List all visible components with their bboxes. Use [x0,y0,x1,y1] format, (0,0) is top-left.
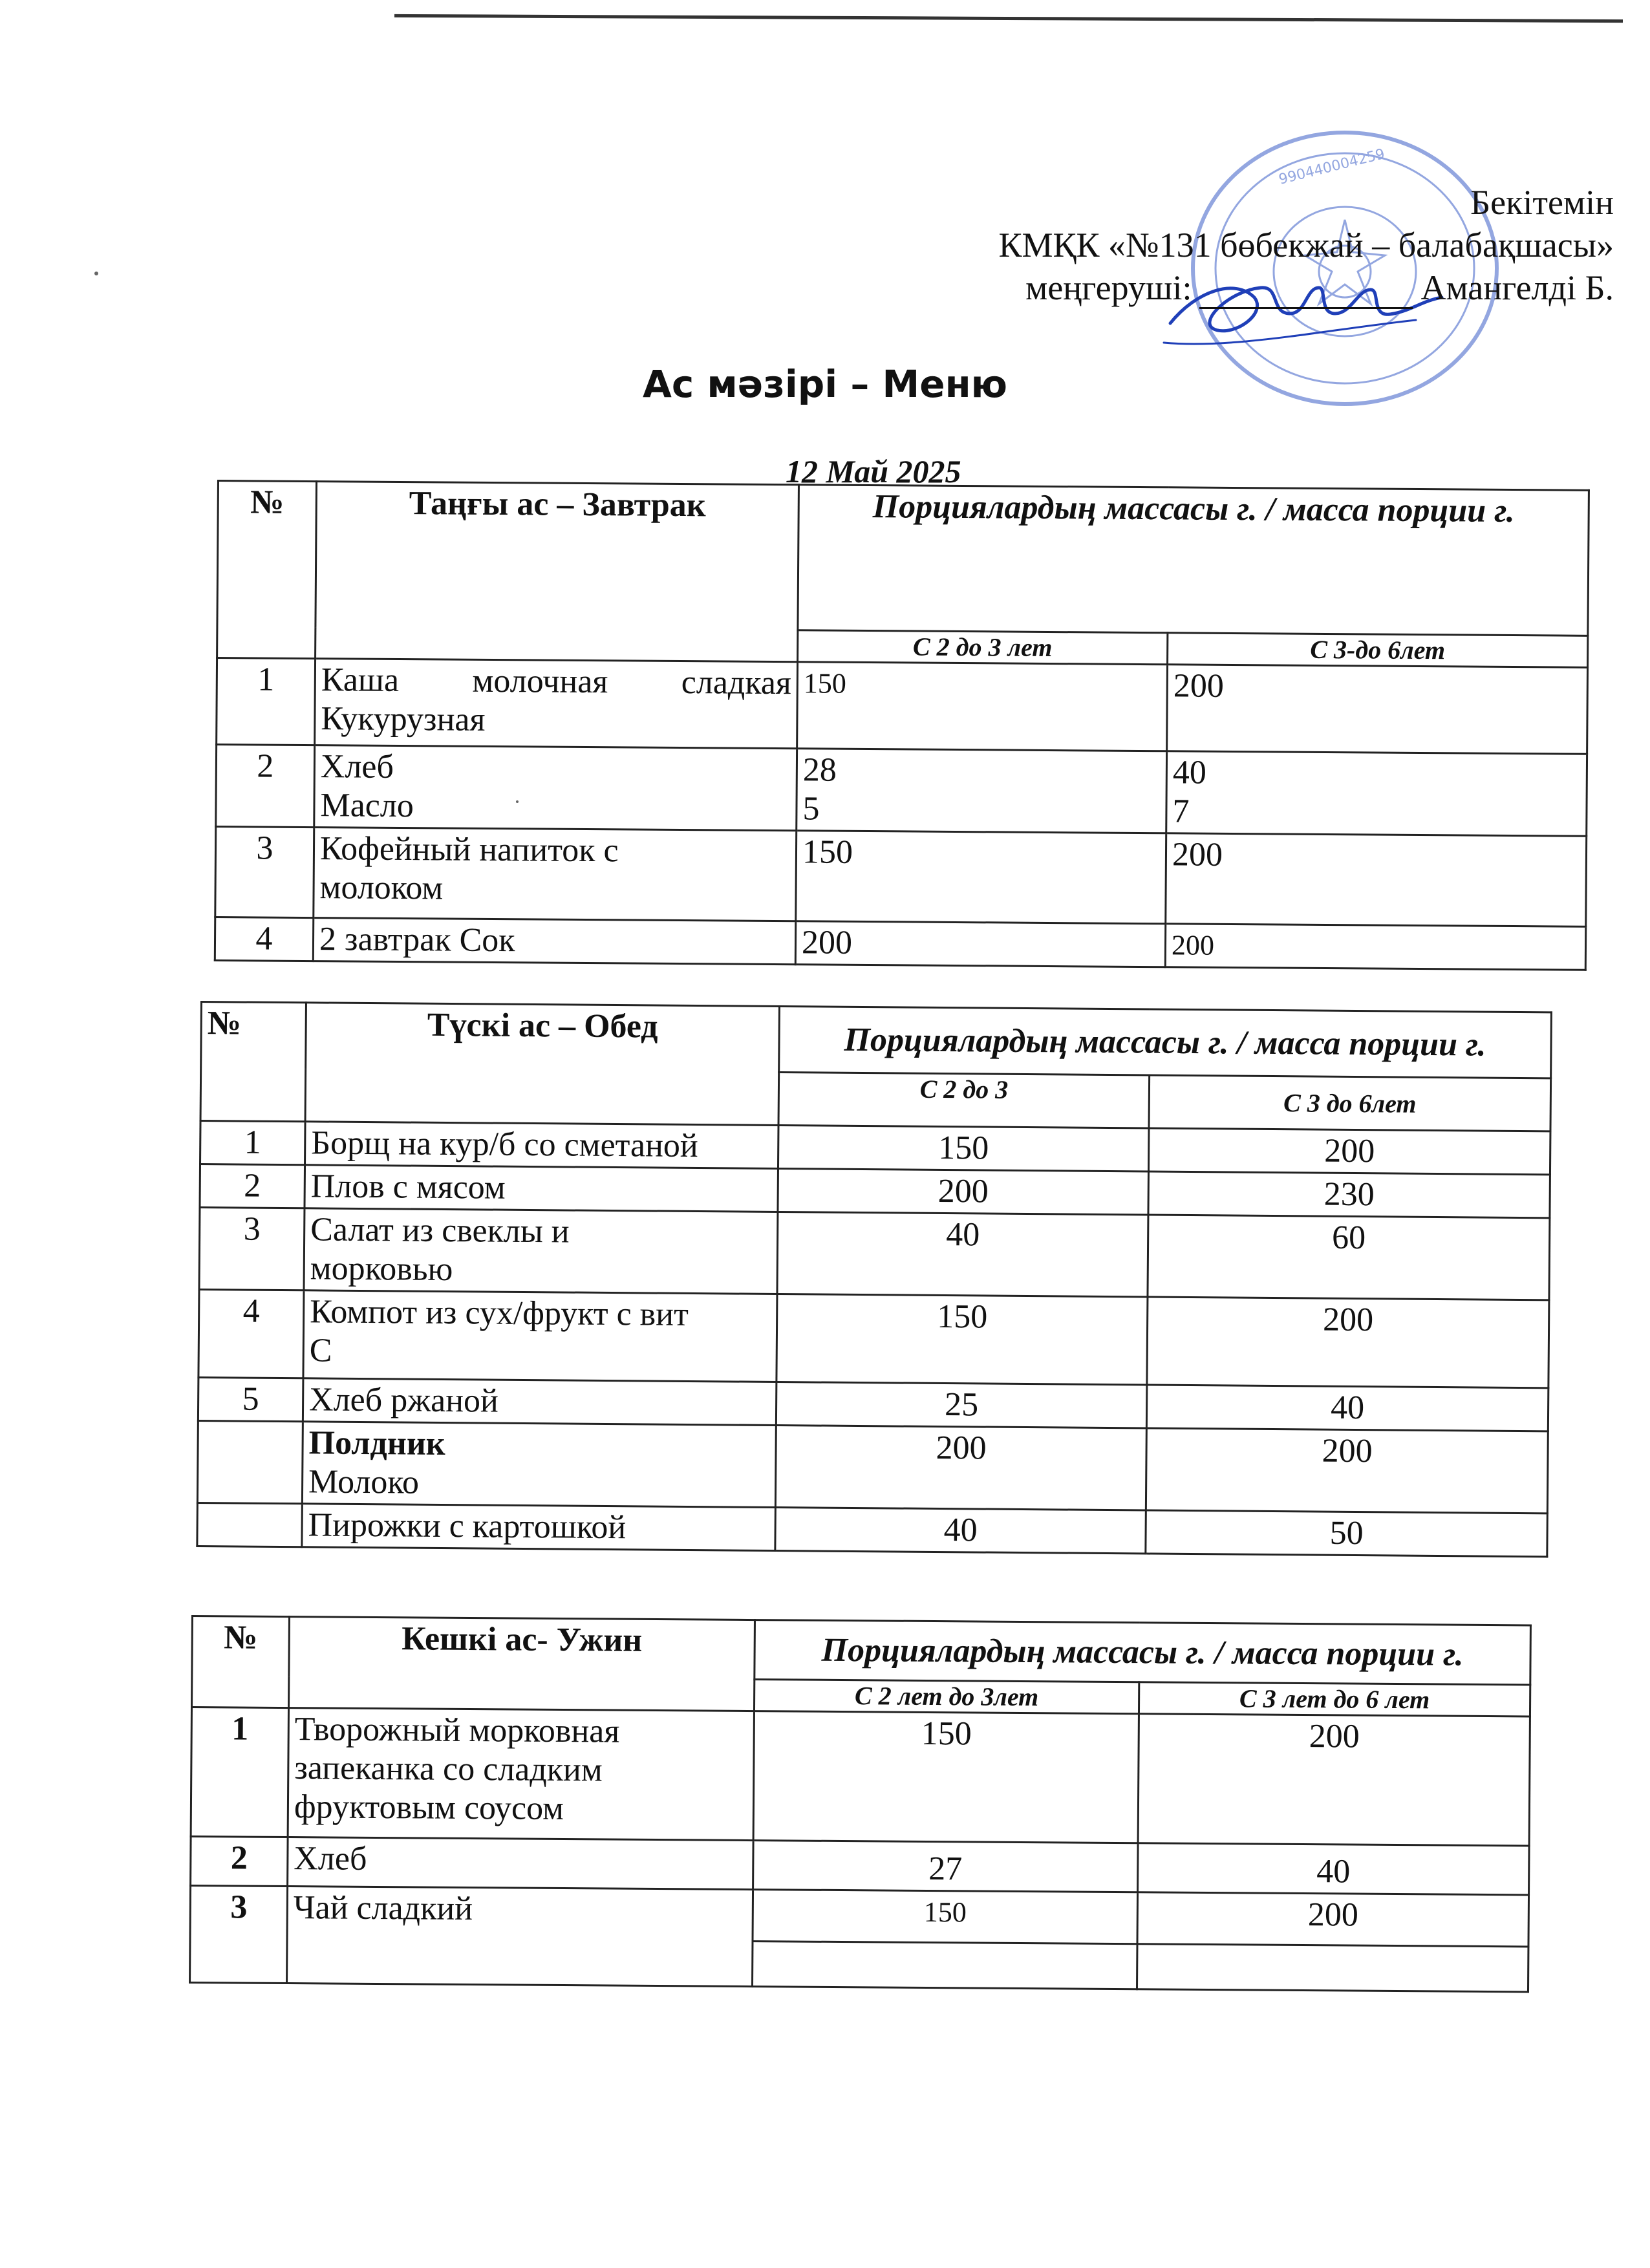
dish-name: Хлеб ржаной [303,1378,777,1426]
row-number: 2 [200,1164,305,1208]
header-number: № [200,1002,306,1122]
row-number: 1 [200,1121,306,1165]
table-row [197,1420,1548,1513]
signature-underline [1199,281,1413,309]
table-row [198,1289,1549,1387]
row-number: 2 [216,745,315,828]
dish-name: Каша молочная сладкая Кукурузная [315,659,798,749]
snack-heading: Полдник [308,1424,445,1462]
page-title: Ас мәзірі – Меню [642,362,1008,406]
scan-speck [94,272,98,275]
row-number: 3 [215,826,314,917]
lunch-table [196,1001,1552,1557]
dish-name: Борщ на кур/б со сметаной [305,1122,779,1169]
dish-name: Пирожки с картошкой [302,1504,776,1551]
menu-date: 12 Май 2025 [786,453,961,489]
portion-3-6: 60 [1148,1215,1550,1300]
portion-3-6: 200 [1148,1128,1550,1175]
dish-name: Хлеб [288,1837,754,1890]
portion-2-3: 150 [778,1126,1149,1171]
portion-2-3: 200 [778,1169,1149,1215]
portion-2-3: 25 [776,1382,1147,1428]
row-number [197,1420,303,1503]
portion-3-6: 40 7 [1166,751,1587,837]
portion-2-3: 150 [753,1711,1139,1843]
portion-2-3: 200 [775,1426,1146,1510]
row-number: 3 [199,1208,305,1290]
table-header-row [201,1002,1552,1078]
table-row [191,1707,1530,1846]
scan-edge-line [394,14,1623,23]
portion-3-6: 200 [1166,833,1587,927]
table-row [199,1208,1550,1300]
portion-3-6: 200 [1137,1892,1529,1947]
header-number: № [192,1616,290,1708]
portion-3-6: 200 [1147,1297,1549,1388]
row-number [197,1503,303,1546]
empty-cell [1137,1944,1528,1992]
dish-name: 2 завтрак Сок [313,918,795,965]
portion-3-6: 200 [1165,924,1585,970]
approval-heading: Бекітемін [1470,183,1614,222]
portion-2-3: 150 [753,1890,1138,1944]
portion-2-3: 150 [796,831,1166,924]
table-row [191,1837,1529,1895]
dish-name: Салат из свеклы и морковью [304,1208,778,1294]
header-number: № [217,481,317,659]
table-row [190,1886,1529,1947]
table-row [215,826,1587,926]
table-header-row [217,481,1589,636]
dish-name: Чай сладкий [287,1887,753,1987]
approval-block [998,181,1614,309]
dish-name: Компот из сух/фрукт с вит С [303,1290,777,1382]
table-row [216,745,1587,837]
dish-name: Хлеб Масло [314,745,797,831]
portion-2-3: 150 [777,1294,1148,1385]
dish-name: Полдник Молоко [302,1422,776,1508]
header-meal-name: Кешкі ас- Ужин [289,1617,755,1711]
row-number: 5 [198,1377,303,1421]
portion-3-6: 200 [1146,1428,1548,1514]
portion-2-3: 28 5 [797,749,1167,833]
portion-2-3: 150 [797,662,1168,751]
breakfast-table [214,480,1590,971]
portion-2-3: 27 [753,1841,1139,1892]
approval-signature-line [998,266,1614,309]
row-number: 4 [198,1289,304,1378]
header-portion-mass: Порциялардың массасы г. / масса порции г. [755,1620,1531,1685]
row-number: 4 [215,917,313,961]
portion-3-6: 40 [1146,1385,1548,1431]
header-age-2-3: С 2 лет до 3лет [754,1680,1139,1714]
empty-cell [753,1942,1137,1989]
table-row [217,658,1588,754]
header-age-2-3: С 2 до 3 лет [798,630,1168,665]
row-number: 2 [191,1837,288,1887]
header-age-3-6: С 3-до 6лет [1168,633,1588,668]
portion-3-6: 200 [1167,665,1588,754]
portion-3-6: 40 [1138,1843,1530,1895]
seal-code: 990440004259 [1277,145,1387,188]
header-age-3-6: С 3 до 6лет [1149,1075,1551,1131]
dish-name: Плов с мясом [305,1165,778,1212]
dish-name: Кофейный напиток с молоком [314,828,797,921]
table-header-row [192,1616,1531,1685]
portion-3-6: 200 [1138,1714,1530,1846]
approval-position: меңгеруші: [1025,268,1192,307]
portion-2-3: 40 [777,1212,1148,1297]
dinner-table [189,1615,1532,1993]
portion-2-3: 200 [795,921,1165,967]
row-number: 1 [191,1707,288,1837]
dish-name: Творожный морковная запеканка со сладким фруктовым соусом [288,1708,754,1841]
approval-name: Амангелді Б. [1420,268,1614,307]
header-meal-name: Таңғы ас – Завтрак [316,482,799,662]
table-row [215,917,1585,970]
approval-organization: КМҚК «№131 бөбекжай – балабақшасы» [998,226,1614,264]
portion-3-6: 230 [1148,1171,1550,1218]
row-number: 1 [217,658,316,745]
header-meal-name: Түскі ас – Обед [305,1003,779,1126]
row-number: 3 [190,1886,288,1984]
portion-2-3: 40 [775,1508,1146,1554]
header-age-3-6: С 3 лет до 6 лет [1139,1682,1530,1717]
portion-3-6: 50 [1146,1510,1548,1557]
header-portion-mass: Порциялардың массасы г. / масса порции г. [779,1007,1552,1078]
header-age-2-3: С 2 до 3 [778,1073,1150,1128]
header-portion-mass: Порциялардың массасы г. / масса порции г. [798,485,1589,636]
